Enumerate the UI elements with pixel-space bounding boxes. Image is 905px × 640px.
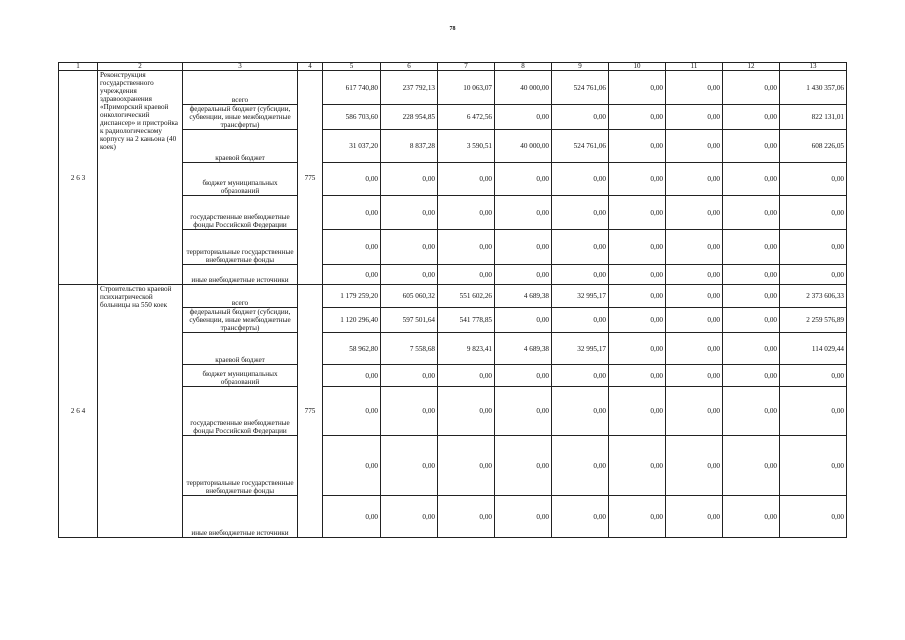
amount-cell: 0,00 [723, 105, 780, 130]
amount-cell: 0,00 [723, 230, 780, 265]
amount-cell: 0,00 [666, 265, 723, 285]
amount-cell: 0,00 [552, 308, 609, 333]
amount-cell: 4 689,38 [495, 333, 552, 365]
total-amount: 2 259 576,89 [780, 308, 847, 333]
funding-source: государственные внебюджетные фонды Российской Федерации [183, 387, 298, 436]
funding-source: территориальные государственные внебюджетные фонды [183, 230, 298, 265]
amount-cell: 0,00 [323, 387, 381, 436]
total-amount: 0,00 [780, 387, 847, 436]
amount-cell: 597 501,64 [381, 308, 438, 333]
amount-cell: 7 558,68 [381, 333, 438, 365]
amount-cell: 0,00 [323, 230, 381, 265]
total-amount: 608 226,05 [780, 130, 847, 163]
funding-source: всего [183, 285, 298, 308]
amount-cell: 0,00 [552, 496, 609, 538]
object-number: 2 6 3 [59, 71, 98, 285]
amount-cell: 0,00 [495, 387, 552, 436]
column-header: 12 [723, 63, 780, 71]
amount-cell: 0,00 [495, 230, 552, 265]
budget-code: 775 [298, 285, 323, 538]
column-header: 13 [780, 63, 847, 71]
amount-cell: 0,00 [552, 387, 609, 436]
amount-cell: 237 792,13 [381, 71, 438, 105]
amount-cell: 0,00 [723, 387, 780, 436]
amount-cell: 0,00 [723, 333, 780, 365]
amount-cell: 0,00 [438, 265, 495, 285]
column-header: 3 [183, 63, 298, 71]
amount-cell: 0,00 [666, 496, 723, 538]
amount-cell: 541 778,85 [438, 308, 495, 333]
page-number: 78 [449, 26, 456, 32]
amount-cell: 524 761,06 [552, 130, 609, 163]
total-amount: 822 131,01 [780, 105, 847, 130]
funding-source: иные внебюджетные источники [183, 265, 298, 285]
amount-cell: 4 689,38 [495, 285, 552, 308]
funding-source: бюджет муниципальных образований [183, 163, 298, 196]
budget-table [58, 62, 847, 538]
amount-cell: 0,00 [666, 105, 723, 130]
amount-cell: 0,00 [723, 196, 780, 230]
amount-cell: 617 740,80 [323, 71, 381, 105]
amount-cell: 0,00 [438, 365, 495, 387]
amount-cell: 32 995,17 [552, 285, 609, 308]
amount-cell: 0,00 [723, 308, 780, 333]
amount-cell: 1 120 296,40 [323, 308, 381, 333]
amount-cell: 0,00 [381, 196, 438, 230]
amount-cell: 0,00 [495, 196, 552, 230]
amount-cell: 0,00 [323, 265, 381, 285]
total-amount: 0,00 [780, 163, 847, 196]
amount-cell: 0,00 [723, 436, 780, 496]
amount-cell: 0,00 [723, 496, 780, 538]
funding-source: краевой бюджет [183, 333, 298, 365]
amount-cell: 0,00 [438, 230, 495, 265]
amount-cell: 0,00 [495, 265, 552, 285]
column-header: 5 [323, 63, 381, 71]
object-number: 2 6 4 [59, 285, 98, 538]
amount-cell: 0,00 [723, 365, 780, 387]
amount-cell: 0,00 [723, 71, 780, 105]
amount-cell: 0,00 [609, 163, 666, 196]
amount-cell: 0,00 [552, 163, 609, 196]
column-header: 11 [666, 63, 723, 71]
funding-source: краевой бюджет [183, 130, 298, 163]
amount-cell: 0,00 [666, 130, 723, 163]
amount-cell: 0,00 [323, 163, 381, 196]
total-amount: 0,00 [780, 365, 847, 387]
amount-cell: 0,00 [723, 130, 780, 163]
amount-cell: 0,00 [609, 130, 666, 163]
amount-cell: 0,00 [609, 365, 666, 387]
column-header: 6 [381, 63, 438, 71]
funding-source: государственные внебюджетные фонды Российской Федерации [183, 196, 298, 230]
amount-cell: 0,00 [323, 196, 381, 230]
amount-cell: 0,00 [495, 436, 552, 496]
amount-cell: 0,00 [609, 285, 666, 308]
amount-cell: 0,00 [381, 365, 438, 387]
amount-cell: 0,00 [552, 196, 609, 230]
amount-cell: 0,00 [495, 105, 552, 130]
column-header: 8 [495, 63, 552, 71]
amount-cell: 0,00 [666, 285, 723, 308]
amount-cell: 0,00 [495, 365, 552, 387]
amount-cell: 0,00 [666, 163, 723, 196]
amount-cell: 0,00 [609, 196, 666, 230]
amount-cell: 40 000,00 [495, 130, 552, 163]
amount-cell: 0,00 [381, 436, 438, 496]
total-amount: 0,00 [780, 230, 847, 265]
amount-cell: 0,00 [552, 365, 609, 387]
amount-cell: 605 060,32 [381, 285, 438, 308]
amount-cell: 0,00 [666, 230, 723, 265]
funding-source: всего [183, 71, 298, 105]
amount-cell: 0,00 [438, 387, 495, 436]
header-row [59, 63, 847, 71]
amount-cell: 0,00 [552, 105, 609, 130]
amount-cell: 0,00 [609, 308, 666, 333]
amount-cell: 0,00 [609, 230, 666, 265]
amount-cell: 0,00 [438, 163, 495, 196]
column-header: 9 [552, 63, 609, 71]
funding-source: федеральный бюджет (субсидии, субвенции, иные межбюджетные трансферты) [183, 105, 298, 130]
amount-cell: 0,00 [609, 436, 666, 496]
column-header: 1 [59, 63, 98, 71]
column-header: 4 [298, 63, 323, 71]
amount-cell: 0,00 [552, 230, 609, 265]
amount-cell: 6 472,56 [438, 105, 495, 130]
amount-cell: 0,00 [381, 163, 438, 196]
amount-cell: 0,00 [381, 230, 438, 265]
object-name: Реконструкция государственного учреждения здравоохранения «Приморский краевой онкологический диспансер» и пристройка к радиологическому корпусу на 2 каньона (40 коек) [98, 71, 183, 285]
amount-cell: 0,00 [666, 387, 723, 436]
amount-cell: 1 179 259,20 [323, 285, 381, 308]
amount-cell: 0,00 [323, 365, 381, 387]
funding-source: территориальные государственные внебюджетные фонды [183, 436, 298, 496]
amount-cell: 0,00 [723, 265, 780, 285]
column-header: 10 [609, 63, 666, 71]
budget-code: 775 [298, 71, 323, 285]
amount-cell: 524 761,06 [552, 71, 609, 105]
total-amount: 114 029,44 [780, 333, 847, 365]
amount-cell: 228 954,85 [381, 105, 438, 130]
amount-cell: 0,00 [723, 163, 780, 196]
amount-cell: 0,00 [666, 333, 723, 365]
amount-cell: 0,00 [666, 71, 723, 105]
amount-cell: 3 590,51 [438, 130, 495, 163]
amount-cell: 0,00 [723, 285, 780, 308]
amount-cell: 10 063,07 [438, 71, 495, 105]
amount-cell: 0,00 [495, 308, 552, 333]
table-row [59, 71, 847, 105]
funding-source: федеральный бюджет (субсидии, субвенции, иные межбюджетные трансферты) [183, 308, 298, 333]
amount-cell: 0,00 [609, 105, 666, 130]
amount-cell: 0,00 [323, 436, 381, 496]
total-amount: 1 430 357,06 [780, 71, 847, 105]
amount-cell: 0,00 [552, 436, 609, 496]
total-amount: 0,00 [780, 265, 847, 285]
funding-source: бюджет муниципальных образований [183, 365, 298, 387]
table-row [59, 285, 847, 308]
amount-cell: 0,00 [438, 496, 495, 538]
amount-cell: 0,00 [609, 496, 666, 538]
amount-cell: 0,00 [495, 163, 552, 196]
total-amount: 0,00 [780, 496, 847, 538]
amount-cell: 58 962,80 [323, 333, 381, 365]
amount-cell: 0,00 [609, 333, 666, 365]
amount-cell: 586 703,60 [323, 105, 381, 130]
amount-cell: 8 837,28 [381, 130, 438, 163]
amount-cell: 0,00 [609, 387, 666, 436]
amount-cell: 0,00 [381, 265, 438, 285]
amount-cell: 9 823,41 [438, 333, 495, 365]
amount-cell: 0,00 [666, 308, 723, 333]
amount-cell: 0,00 [438, 436, 495, 496]
amount-cell: 40 000,00 [495, 71, 552, 105]
amount-cell: 0,00 [381, 496, 438, 538]
amount-cell: 0,00 [609, 71, 666, 105]
total-amount: 0,00 [780, 196, 847, 230]
amount-cell: 0,00 [666, 196, 723, 230]
amount-cell: 0,00 [438, 196, 495, 230]
funding-source: иные внебюджетные источники [183, 496, 298, 538]
amount-cell: 551 602,26 [438, 285, 495, 308]
amount-cell: 0,00 [666, 365, 723, 387]
total-amount: 2 373 606,33 [780, 285, 847, 308]
amount-cell: 0,00 [381, 387, 438, 436]
amount-cell: 32 995,17 [552, 333, 609, 365]
column-header: 2 [98, 63, 183, 71]
amount-cell: 0,00 [495, 496, 552, 538]
column-header: 7 [438, 63, 495, 71]
total-amount: 0,00 [780, 436, 847, 496]
amount-cell: 0,00 [666, 436, 723, 496]
amount-cell: 0,00 [552, 265, 609, 285]
amount-cell: 31 037,20 [323, 130, 381, 163]
amount-cell: 0,00 [609, 265, 666, 285]
object-name: Строительство краевой психиатрической больницы на 550 коек [98, 285, 183, 538]
amount-cell: 0,00 [323, 496, 381, 538]
